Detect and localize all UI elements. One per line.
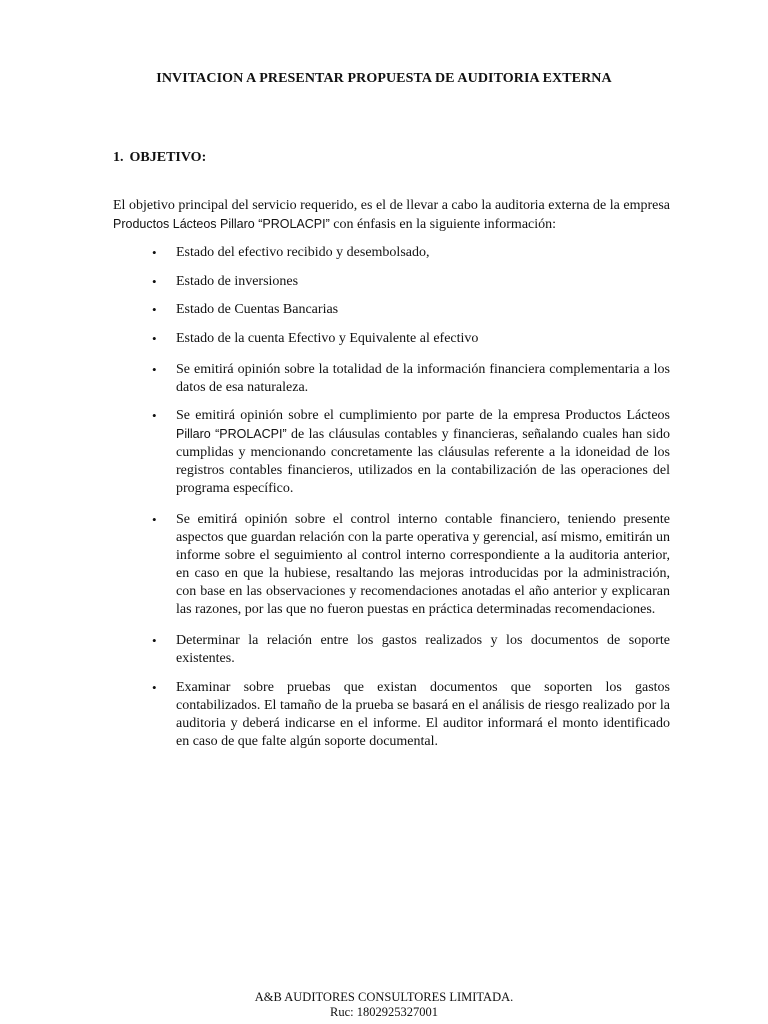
section-heading bbox=[113, 150, 206, 166]
list-item-text: Estado de Cuentas Bancarias bbox=[176, 302, 339, 317]
bullet-icon: • bbox=[152, 245, 157, 260]
list-item-company-name: Pillaro “PROLACPI” bbox=[176, 427, 287, 441]
bullet-icon: • bbox=[152, 408, 157, 423]
intro-paragraph bbox=[113, 197, 670, 234]
bullet-icon: • bbox=[152, 633, 157, 648]
list-item bbox=[149, 361, 670, 397]
objectives-list bbox=[149, 244, 670, 751]
list-item bbox=[149, 679, 670, 751]
list-item-text-after: de las cláusulas contables y financieras, señalando cuales han sido cumplidas y mencionando concretamente las cláusulas referente a la idoneidad de los registros contables financieros, utilizados en la contabilización de las operaciones del programa específico. bbox=[176, 427, 671, 496]
list-item-text: Determinar la relación entre los gastos realizados y los documentos de soporte existentes. bbox=[176, 633, 670, 666]
footer-company: A&B AUDITORES CONSULTORES LIMITADA. bbox=[254, 990, 514, 1004]
list-item bbox=[149, 407, 670, 498]
section-number: 1. bbox=[113, 150, 124, 165]
bullet-icon: • bbox=[152, 362, 157, 377]
list-item bbox=[149, 632, 670, 668]
bullet-icon: • bbox=[152, 512, 157, 527]
section-heading-text: OBJETIVO: bbox=[129, 150, 207, 165]
list-item-text-before: Se emitirá opinión sobre el cumplimiento por parte de la empresa Productos Lácteos bbox=[176, 408, 670, 423]
footer-ruc: Ruc: 1802925327001 bbox=[330, 1005, 438, 1019]
bullet-icon: • bbox=[152, 680, 157, 695]
intro-text-after: con énfasis en la siguiente información: bbox=[329, 217, 557, 232]
list-item-text: Examinar sobre pruebas que existan documentos que soporten los gastos contabilizados. El tamaño de la prueba se basará en el análisis de riesgo realizado por la auditoria y deberá indicarse en el informe. El auditor informará el monto identificado en caso de que falte algún soporte documental. bbox=[176, 680, 670, 749]
list-item bbox=[149, 301, 670, 319]
list-item bbox=[149, 273, 670, 291]
list-item-text: Se emitirá opinión sobre el control interno contable financiero, teniendo presente aspectos que guardan relación con la parte operativa y gerencial, así mismo, emitirán un informe sobre el seguimiento al control interno correspondiente a la auditoria anterior, en caso en que la hubiese, resaltando las mejoras introducidas por la administración, con base en las observaciones y recomendaciones anotadas el año anterior y explicaran las razones, por las que no fueron puestas en práctica determinadas recomendaciones. bbox=[176, 512, 670, 617]
bullet-icon: • bbox=[152, 302, 157, 317]
page-footer bbox=[0, 990, 768, 1020]
list-item-text: Estado de inversiones bbox=[176, 274, 299, 289]
list-item bbox=[149, 511, 670, 619]
list-item bbox=[149, 244, 670, 262]
list-item-text: Se emitirá opinión sobre la totalidad de la información financiera complementaria a los datos de esa naturaleza. bbox=[176, 362, 670, 395]
intro-text-before: El objetivo principal del servicio requerido, es el de llevar a cabo la auditoria externa de la empresa bbox=[113, 198, 670, 213]
bullet-icon: • bbox=[152, 331, 157, 346]
list-item-text: Estado de la cuenta Efectivo y Equivalente al efectivo bbox=[176, 331, 479, 346]
document-title: INVITACION A PRESENTAR PROPUESTA DE AUDITORIA EXTERNA bbox=[156, 71, 612, 86]
intro-company-name: Productos Lácteos Pillaro “PROLACPI” bbox=[113, 217, 330, 231]
list-item-text: Estado del efectivo recibido y desembolsado, bbox=[176, 245, 430, 260]
list-item bbox=[149, 330, 670, 348]
bullet-icon: • bbox=[152, 274, 157, 289]
